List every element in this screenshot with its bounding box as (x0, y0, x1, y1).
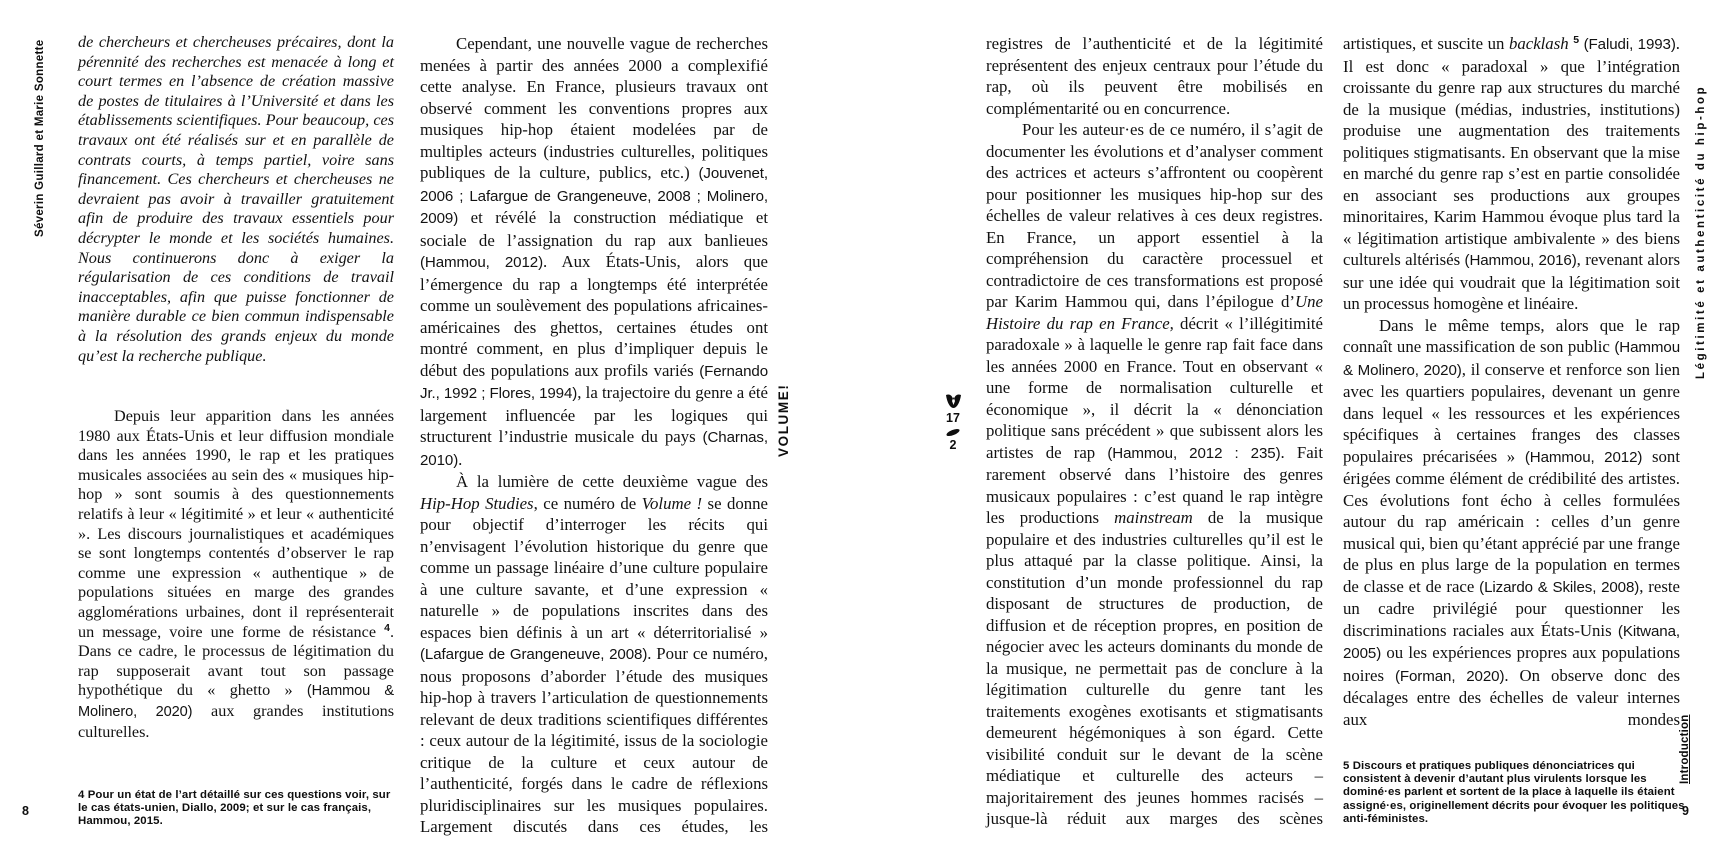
text-run: À la lumière de cette deuxième vague des (456, 472, 768, 491)
text-run: se donne pour objectif d’interroger les récits qui n’envisagent l’évolution historique du genre que comme un passage linéaire d’une culture populaire à une culture savante, et d’une expression « naturelle » de populations inscrites dans des espaces bien définis à un art « déterritorialisé » (420, 493, 768, 642)
text-run: . Il est donc « paradoxal » que l’intégration croissante du genre rap aux structures du marché de la musique (médias, industries, institutions) produise une augmentation des traitements politiques stigmatisants. En observant que la mise en marché du genre rap s’est en partie consolidée en associant ses productions aux groupes minoritaires, Karim Hammou évoque plus tard la « légitimation artistique ambivalente » des biens culturels altérisés (1343, 34, 1680, 269)
paragraph (1343, 315, 1680, 731)
text-run: . On observe donc des décalages entre des échelles de valeur internes aux mondes (1343, 665, 1680, 729)
text-column-3 (986, 33, 1323, 830)
text-run: (Jouvenet, 2006 ; Lafargue de Grangeneuve, 2008 ; Molinero, 2009) (420, 165, 768, 227)
footnote-ref: 4 (384, 621, 390, 634)
text-run: (Hammou & Molinero, 2020) (1343, 339, 1680, 379)
text-run: , reste un cadre privilégié pour questionner les discriminations raciales aux États-Unis (1343, 576, 1680, 640)
text-run: Depuis leur apparition dans les années 1980 aux États-Unis et leur diffusion mondiale dans les années 1990, le rap et les pratiques musicales associées au sein des « musiques hip-hop » sont soumis à des questionnements relatifs à leur « légitimité » et leur « authenticité ». Les discours journalistiques et académiques se sont longtemps contentés d’observer le rap comme une expression « authentique » de populations situées en marge des grandes agglomérations urbaines, dont il représenterait un message, voire une forme de résistance (78, 407, 394, 641)
footnote-left (78, 789, 402, 829)
text-run: 4 Pour un état de l’art détaillé sur ces questions voir, sur le cas états-unien, Diallo, 2009; et sur le cas français, Hammou, 2015. (78, 789, 391, 828)
footnote-ref: 5 (1573, 34, 1580, 46)
paragraph (78, 33, 394, 366)
text-run: (Hammou, 2012 : 235) (1107, 444, 1281, 462)
volume-v-icon (945, 394, 962, 409)
text-run: registres de l’authenticité et de la légitimité représentent des enjeux centraux pour l’étude du rap, où ils peuvent être mobilisés en complémentarité ou en concurrence. (986, 34, 1323, 118)
volume-number: 17 (946, 411, 960, 425)
text-run: (Hammou, 2012) (420, 254, 544, 271)
paragraph (420, 33, 768, 471)
text-column-1 (78, 33, 394, 742)
text-run: (Forman, 2020) (1394, 667, 1505, 685)
margin-section-right: Introduction (1679, 714, 1691, 784)
journal-logo (936, 394, 970, 452)
text-run: (Kitwana, 2005) (1343, 622, 1680, 662)
text-run: , la trajectoire du genre a été largement influencée par les logiques qui structurent l’industrie musicale du pays (420, 383, 769, 446)
text-run: , revenant alors sur une idée qui voudrait que la légitimation soit un processus homogène et linéaire. (1343, 250, 1681, 313)
text-run: de chercheurs et chercheuses précaires, dont la pérennité des recherches est menacée à long et court termes en l’absence de création massive de postes de titulaires à l’Université et dans les établissements scientifiques. Pour beaucoup, ces travaux ont été réalisés sur et en parallèle de contrats courts, à temps partiel, voire sans financement. Ces chercheurs et chercheuses ne devraient pas avoir à travailler gratuitement afin de produire des travaux essentiels pour décrypter le monde et les sociétés humaines. Nous continuerons donc à exiger la régularisation de ces conditions de travail inacceptables, afin que puisse fonctionner de manière durable ce bien commun indispensable à la résolution des grands enjeux du monde qu’est la recherche publique. (78, 33, 394, 365)
paragraph (1343, 33, 1680, 315)
paragraph (78, 407, 394, 742)
text-run: Dans le même temps, alors que le rap connaît une massification de son public (1343, 315, 1680, 356)
margin-title-right: Légitimité et authenticité du hip-hop (1695, 84, 1707, 379)
text-run: et révélé la construction médiatique et sociale de l’assignation du rap aux banlieues (420, 208, 768, 250)
text-run: . Fait rarement observé dans l’histoire des genres musicaux populaires : c’est quand le rap intègre les productions (986, 442, 1324, 527)
text-run: de la musique populaire et des industries culturelles qu’il est le plus attaqué par la classe politique. Ainsi, la constitution d’un monde professionnel du rap disposant de structures de production, de diffusion et de réception propres, en position de négocier avec les acteurs dominants du monde de la musique, ne permettait pas de conclure à la légitimation culturelle du genre tant les traitements exogènes exotisants et stigmatisants demeurent hégémoniques à son égard. Cette visibilité conduit sur le devant de la scène médiatique et culturelle des acteurs – majoritairement des jeunes hommes racisés – jusque-là réduit aux marges des scènes (986, 508, 1323, 828)
paragraph (78, 789, 402, 829)
text-run: . Pour ce numéro, nous proposons d’aborder l’étude des musiques hip-hop à travers l’articulation de questionnements relevant de deux traditions scientifiques différentes : ceux autour de la légitimité, issus de la sociologie critique de la culture et ceux autour de l’authenticité, forgés dans le cadre de réflexions pluridisciplinaires sur les musiques populaires. Largement discutés dans ces études, les (420, 644, 769, 836)
text-run: Cependant, une nouvelle vague de recherches menées à partir des années 2000 a complexifié cette analyse. En France, plusieurs travaux ont observé comment les conventions propres aux musiques hip-hop étaient modelées par de multiples acteurs (industries culturelles, politiques publiques de la culture, publics, etc.) (420, 34, 768, 182)
text-run: . Aux États-Unis, alors que l’émergence du rap a longtemps été interprétée comme un soulèvement des populations africaines-américaines des ghettos, certaines études ont montré comment, en plus d’impliquer depuis le début des populations aux profils variés (420, 252, 769, 380)
paragraph (986, 119, 1323, 830)
text-run: artistiques, et suscite un (1343, 34, 1509, 53)
text-run: ou les expériences propres aux populations noires (1343, 643, 1680, 685)
text-run: (Fernando Jr., 1992 ; Flores, 1994) (420, 362, 768, 402)
text-run: mainstream (1114, 508, 1193, 527)
text-run: sont érigées comme élément de crédibilité des artistes. Ces évolutions font écho à celles formulées autour du rap américain : celles d’un genre musical qui, bien qu’étant apprécié par une frange de plus en plus large de la population en termes de classe et de race (1343, 446, 1680, 596)
paragraph (420, 471, 768, 838)
text-run: backlash (1508, 34, 1569, 53)
text-run: , il conserve et renforce son lien avec les quartiers populaires, devenant un genre dans lequel « les ressources et les expériences spécifiques à certaines franges des classes populaires précarisées » (1343, 359, 1680, 466)
margin-author-left: Séverin Guillard et Marie Sonnette (34, 39, 46, 237)
text-run: Pour les auteur·es de ce numéro, il s’agit de documenter les évolutions et d’analyser comment des actrices et acteurs s’affrontent ou coopèrent pour positionner les musiques hip-hop sur des échelles de valeur relatives à ces deux registres. En France, un apport essentiel à la compréhension du caractère processuel et contradictoire de ces transformations est proposé par Karim Hammou qui, dans l’épilogue d’ (986, 120, 1323, 311)
text-run: Volume ! (641, 493, 703, 513)
text-run: , ce numéro de (533, 493, 642, 513)
issue-number: 2 (949, 438, 957, 452)
page-number-right: 9 (1682, 804, 1689, 818)
text-run: Hip-Hop Studies (420, 493, 534, 513)
text-run: 5 Discours et pratiques publiques dénonciatrices qui consistent à devenir d’autant plus virulents lorsque les dominé·es parlent et sortent de la place à laquelle ils étaient assigné·es, originellement décrits pour évoquer les politiques anti-féministes. (1343, 760, 1685, 825)
footnote-right (1343, 760, 1691, 826)
text-run: (Faludi, 1993) (1583, 36, 1676, 53)
text-run: (Charnas, 2010) (420, 429, 768, 469)
text-run: décrit « l’illégitimité paradoxale » à laquelle le genre rap fait face dans les années 2000 en France. Tout en observant « une forme de normalisation culturelle et économique », il décrit la « dénonciation politique sans précédent » que subissent alors les artistes de rap (986, 313, 1323, 462)
text-run: (Hammou, 2016) (1464, 252, 1577, 269)
text-run: . (458, 449, 463, 469)
text-column-4 (1343, 33, 1680, 730)
page-number-left: 8 (22, 804, 29, 818)
text-column-2 (420, 33, 768, 838)
text-run: . Dans ce cadre, le processus de légitimation du rap supposerait avant tout son passage hypothétique du « ghetto » (78, 622, 394, 700)
leaf-icon (945, 428, 961, 437)
text-run: aux grandes institutions culturelles. (78, 702, 394, 741)
text-run: (Hammou & Molinero, 2020) (78, 683, 394, 720)
text-run: (Hammou, 2012) (1524, 448, 1643, 466)
text-run: Une Histoire du rap en France, (986, 292, 1323, 333)
text-run: (Lizardo & Skiles, 2008) (1479, 578, 1640, 596)
paragraph (986, 33, 1323, 119)
text-run: (Lafargue de Grangeneuve, 2008) (420, 646, 648, 663)
paragraph (1343, 760, 1691, 826)
journal-name-vertical: VOLUME! (776, 383, 791, 457)
